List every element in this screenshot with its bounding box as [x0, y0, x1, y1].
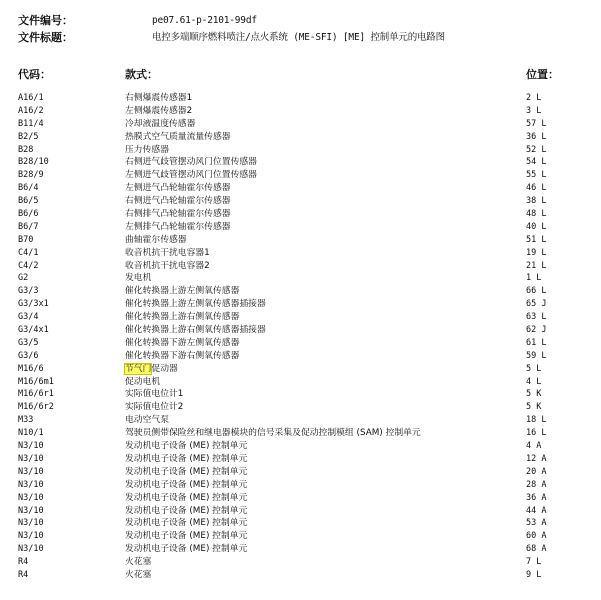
component-position: 18 L: [526, 415, 547, 426]
component-position: 65 J: [526, 299, 547, 310]
table-row: [0, 479, 601, 492]
table-row: [0, 298, 601, 311]
component-description: 发动机电子设备 (ME) 控制单元: [125, 531, 248, 542]
component-position: 62 J: [526, 325, 547, 336]
component-position: 9 L: [526, 569, 542, 580]
table-row: [0, 247, 601, 260]
component-position: 51 L: [526, 234, 547, 245]
component-position: 7 L: [526, 557, 542, 568]
component-position: 3 L: [526, 105, 542, 116]
component-position: 5 L: [526, 363, 542, 374]
table-row: [0, 221, 601, 234]
component-position: 61 L: [526, 337, 547, 348]
component-code: C4/1: [18, 247, 39, 258]
file-title-value: 电控多端顺序燃料喷注/点火系统 (ME-SFI) [ME] 控制单元的电路图: [152, 32, 445, 43]
component-code: N3/10: [18, 531, 44, 542]
table-row: [0, 388, 601, 401]
component-description: 左侧进气凸轮轴霍尔传感器: [125, 183, 231, 194]
component-description: 左侧进气歧管摆动风门位置传感器: [125, 170, 257, 181]
component-position: 52 L: [526, 144, 547, 155]
component-code: N3/10: [18, 453, 44, 464]
component-code: B6/5: [18, 196, 39, 207]
component-position: 46 L: [526, 183, 547, 194]
component-position: 16 L: [526, 428, 547, 439]
component-code: R4: [18, 557, 29, 568]
component-description: 发动机电子设备 (ME) 控制单元: [125, 544, 248, 555]
table-row: [0, 272, 601, 285]
component-description: 发动机电子设备 (ME) 控制单元: [125, 479, 248, 490]
component-code: B11/4: [18, 118, 44, 129]
component-code: M16/6m1: [18, 376, 54, 387]
component-position: 19 L: [526, 247, 547, 258]
component-code: M16/6r2: [18, 402, 54, 413]
component-code: N3/10: [18, 441, 44, 452]
component-code: N3/10: [18, 479, 44, 490]
component-position: 1 L: [526, 273, 542, 284]
component-position: 21 L: [526, 260, 547, 271]
table-row: [0, 92, 601, 105]
component-code: B28: [18, 144, 34, 155]
component-description: 催化转换器上游左侧氧传感器: [125, 286, 240, 297]
component-code: G3/3: [18, 286, 39, 297]
component-description: 发动机电子设备 (ME) 控制单元: [125, 505, 248, 516]
code-column-header: 代码：: [18, 68, 51, 81]
component-description: 催化转换器下游左侧氧传感器: [125, 337, 240, 348]
component-position: 60 A: [526, 531, 547, 542]
component-description: 发动机电子设备 (ME) 控制单元: [125, 492, 248, 503]
component-description: 发动机电子设备 (ME) 控制单元: [125, 466, 248, 477]
component-code: G3/4: [18, 312, 39, 323]
component-position: 5 K: [526, 389, 542, 400]
file-title-label: 文件标题：: [18, 31, 73, 44]
component-code: B6/4: [18, 183, 39, 194]
component-position: 59 L: [526, 350, 547, 361]
highlighted-text: 节气门: [125, 363, 152, 374]
component-description: 右侧排气凸轮轴霍尔传感器: [125, 209, 231, 220]
table-row: [0, 105, 601, 118]
table-row: [0, 337, 601, 350]
component-position: 12 A: [526, 453, 547, 464]
table-row: [0, 414, 601, 427]
component-position: 4 L: [526, 376, 542, 387]
component-code: A16/1: [18, 93, 44, 103]
component-code: R4: [18, 569, 29, 580]
component-description: 实际值电位计2: [125, 402, 184, 413]
component-description: 发动机电子设备 (ME) 控制单元: [125, 441, 248, 452]
component-position: 4 A: [526, 441, 542, 452]
component-position: 63 L: [526, 312, 547, 323]
component-description: 曲轴霍尔传感器: [125, 234, 187, 245]
component-code: N10/1: [18, 428, 44, 439]
component-description: 热膜式空气质量流量传感器: [125, 131, 231, 142]
table-row: [0, 169, 601, 182]
component-code: B6/7: [18, 221, 39, 232]
table-row: [0, 144, 601, 157]
table-row: [0, 260, 601, 273]
component-code: B28/10: [18, 157, 49, 168]
table-row: [0, 363, 601, 376]
description-column-header: 款式：: [125, 68, 158, 81]
component-code: N3/10: [18, 505, 44, 516]
table-row: [0, 492, 601, 505]
table-row: [0, 324, 601, 337]
component-position: 36 L: [526, 131, 547, 142]
component-description: [125, 363, 178, 376]
table-row: [0, 453, 601, 466]
table-row: [0, 530, 601, 543]
component-description: 收音机抗干扰电容器1: [125, 247, 210, 258]
table-row: [0, 182, 601, 195]
component-code: B70: [18, 234, 34, 245]
position-column-header: 位置：: [526, 68, 559, 81]
table-row: [0, 350, 601, 363]
component-code: G3/6: [18, 350, 39, 361]
component-code: M16/6r1: [18, 389, 54, 400]
component-code: B2/5: [18, 131, 39, 142]
table-row: [0, 569, 601, 582]
component-position: 44 A: [526, 505, 547, 516]
table-row: [0, 376, 601, 389]
table-row: [0, 285, 601, 298]
table-row: [0, 208, 601, 221]
component-description: 催化转换器上游左侧氧传感器插接器: [125, 299, 266, 310]
component-description: 右侧进气凸轮轴霍尔传感器: [125, 196, 231, 207]
component-description: 发电机: [125, 273, 152, 284]
component-code: M33: [18, 415, 34, 426]
component-position: 66 L: [526, 286, 547, 297]
component-position: 55 L: [526, 170, 547, 181]
table-row: [0, 234, 601, 247]
component-description: 左侧排气凸轮轴霍尔传感器: [125, 221, 231, 232]
component-position: 5 K: [526, 402, 542, 413]
component-description: 火花塞: [125, 557, 152, 568]
component-description: 发动机电子设备 (ME) 控制单元: [125, 453, 248, 464]
component-description: 左侧爆震传感器2: [125, 105, 193, 116]
component-description: 催化转换器下游右侧氧传感器: [125, 350, 240, 361]
component-code: C4/2: [18, 260, 39, 271]
table-row: [0, 466, 601, 479]
table-row: [0, 556, 601, 569]
component-position: 40 L: [526, 221, 547, 232]
component-description: 右侧进气歧管摆动风门位置传感器: [125, 157, 257, 168]
description-text: 促动器: [151, 363, 178, 374]
component-position: 20 A: [526, 466, 547, 477]
component-description: 压力传感器: [125, 144, 169, 155]
component-description: 电动空气泵: [125, 415, 169, 426]
component-description: 实际值电位计1: [125, 389, 184, 400]
component-position: 54 L: [526, 157, 547, 168]
component-description: 促动电机: [125, 376, 161, 387]
table-row: [0, 543, 601, 556]
component-code: N3/10: [18, 518, 44, 529]
component-position: 38 L: [526, 196, 547, 207]
table-row: [0, 440, 601, 453]
component-description: 收音机抗干扰电容器2: [125, 260, 210, 271]
file-number-label: 文件编号：: [18, 14, 73, 27]
component-code: N3/10: [18, 466, 44, 477]
component-description: 冷却液温度传感器: [125, 118, 196, 129]
component-code: G3/5: [18, 337, 39, 348]
component-code: N3/10: [18, 492, 44, 503]
component-code: G3/4x1: [18, 325, 49, 336]
component-position: 28 A: [526, 479, 547, 490]
component-code: A16/2: [18, 105, 44, 116]
component-position: 2 L: [526, 93, 542, 103]
component-position: 68 A: [526, 544, 547, 555]
table-row: [0, 131, 601, 144]
file-number-value: pe07.61-p-2101-99df: [152, 15, 257, 26]
component-code: M16/6: [18, 363, 44, 374]
table-row: [0, 118, 601, 131]
component-description: 催化转换器上游右侧氧传感器: [125, 312, 240, 323]
component-code: B28/9: [18, 170, 44, 181]
component-code: B6/6: [18, 209, 39, 220]
component-code: N3/10: [18, 544, 44, 555]
component-description: 右侧爆震传感器1: [125, 93, 193, 103]
table-row: [0, 195, 601, 208]
component-code: G2: [18, 273, 29, 284]
table-row: [0, 505, 601, 518]
component-description: 驾驶员侧带保险丝和继电器模块的信号采集及促动控制模组 (SAM) 控制单元: [125, 428, 421, 439]
table-row: [0, 156, 601, 169]
table-row: [0, 401, 601, 414]
component-position: 53 A: [526, 518, 547, 529]
component-position: 57 L: [526, 118, 547, 129]
component-list: [0, 92, 601, 582]
component-position: 36 A: [526, 492, 547, 503]
component-description: 催化转换器上游右侧氧传感器插接器: [125, 325, 266, 336]
table-row: [0, 517, 601, 530]
component-code: G3/3x1: [18, 299, 49, 310]
component-position: 48 L: [526, 209, 547, 220]
component-description: 火花塞: [125, 569, 152, 580]
table-row: [0, 311, 601, 324]
component-description: 发动机电子设备 (ME) 控制单元: [125, 518, 248, 529]
table-row: [0, 427, 601, 440]
